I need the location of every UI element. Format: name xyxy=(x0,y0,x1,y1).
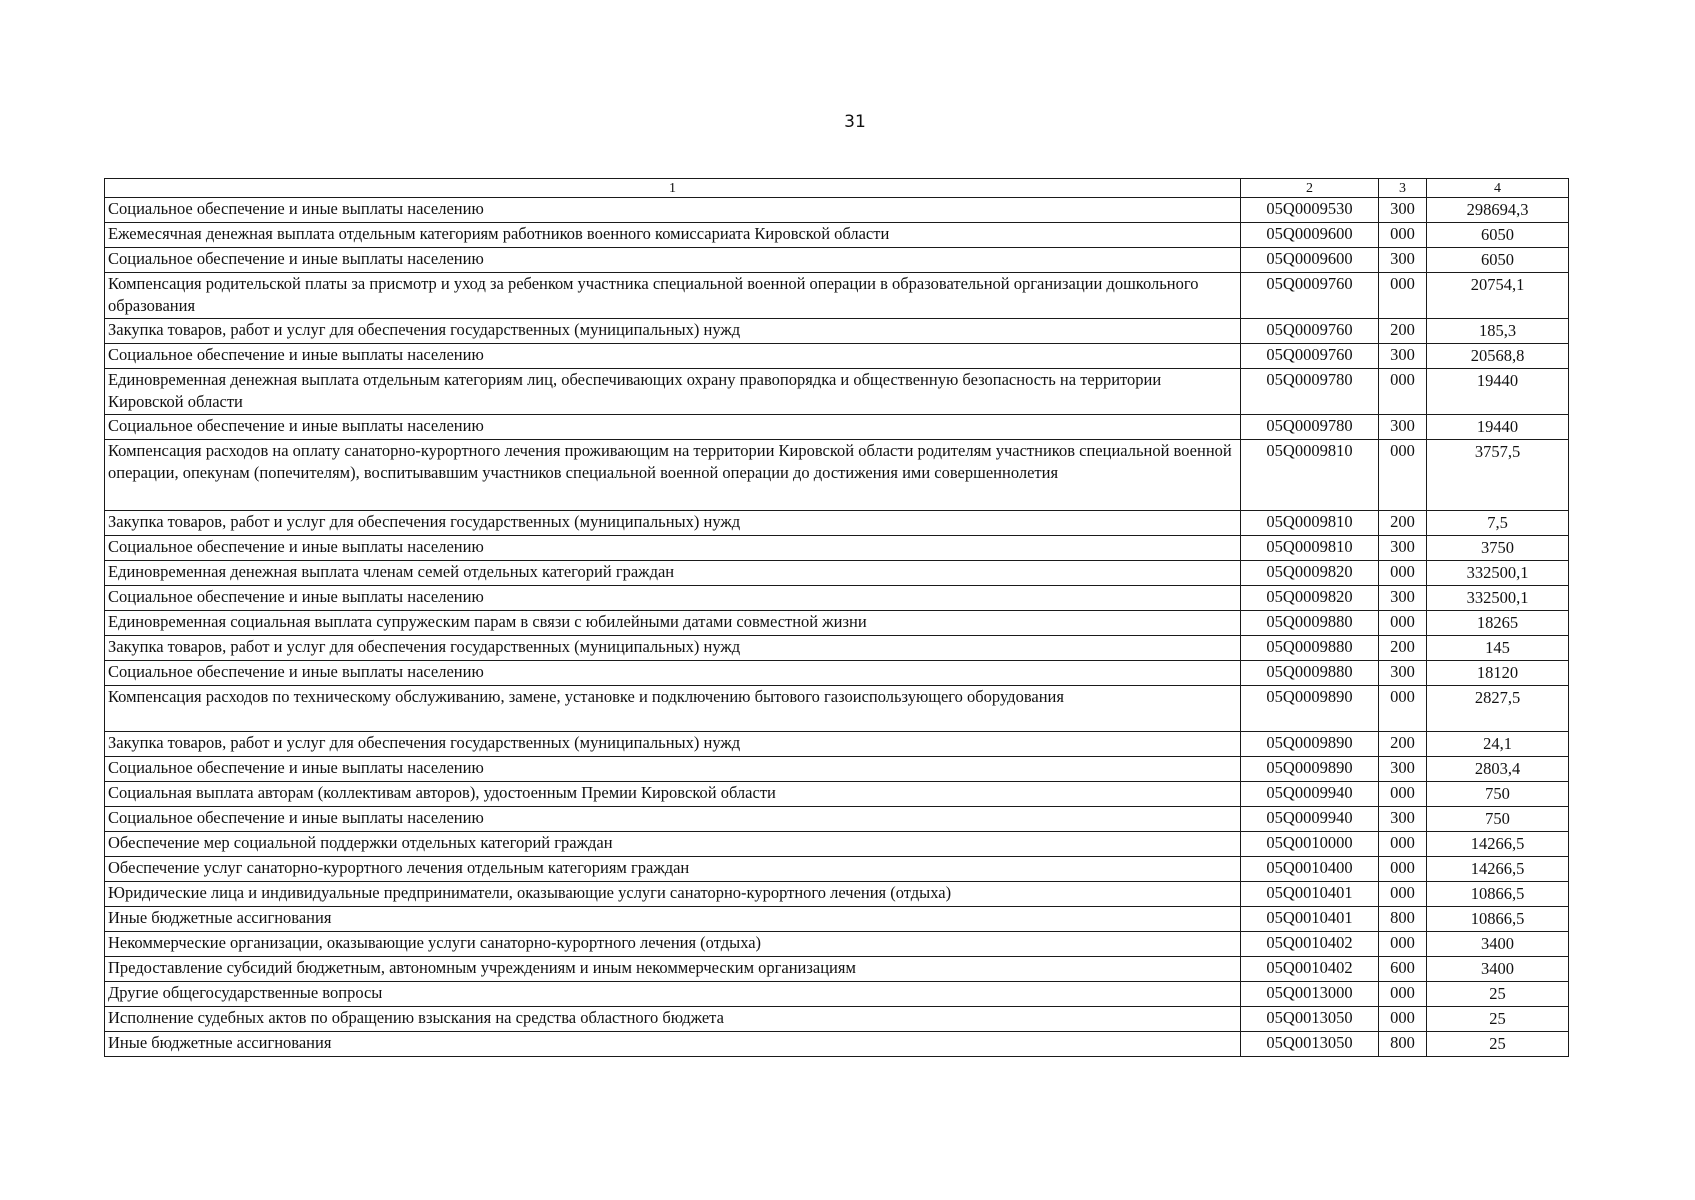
budget-table xyxy=(104,178,1569,1057)
row-sum-cell: 332500,1 xyxy=(1427,586,1569,611)
row-name-cell: Компенсация расходов на оплату санаторно-курортного лечения проживающим на территории Кировской области родителям участников специальной военной операции, опекунам (попечителям), воспитывавшим участников специальной военной операции до достижения ими совершеннолетия xyxy=(105,440,1241,511)
row-name-cell: Социальное обеспечение и иные выплаты населению xyxy=(105,536,1241,561)
row-type-cell: 600 xyxy=(1379,957,1427,982)
table-row xyxy=(105,636,1569,661)
row-sum-cell: 19440 xyxy=(1427,415,1569,440)
row-sum-cell: 3400 xyxy=(1427,957,1569,982)
row-type-cell: 000 xyxy=(1379,686,1427,732)
row-code-cell: 05Q0009810 xyxy=(1241,536,1379,561)
table-row xyxy=(105,319,1569,344)
row-name-cell: Социальное обеспечение и иные выплаты населению xyxy=(105,586,1241,611)
row-code-cell: 05Q0010400 xyxy=(1241,857,1379,882)
row-type-cell: 000 xyxy=(1379,782,1427,807)
row-type-cell: 800 xyxy=(1379,907,1427,932)
row-sum-cell: 18265 xyxy=(1427,611,1569,636)
row-sum-cell: 24,1 xyxy=(1427,732,1569,757)
row-sum-cell: 6050 xyxy=(1427,248,1569,273)
row-name-cell: Социальное обеспечение и иные выплаты населению xyxy=(105,248,1241,273)
row-code-cell: 05Q0009880 xyxy=(1241,661,1379,686)
row-code-cell: 05Q0009890 xyxy=(1241,757,1379,782)
row-name-cell: Другие общегосударственные вопросы xyxy=(105,982,1241,1007)
row-type-cell: 000 xyxy=(1379,932,1427,957)
row-type-cell: 200 xyxy=(1379,732,1427,757)
row-name-cell: Исполнение судебных актов по обращению взыскания на средства областного бюджета xyxy=(105,1007,1241,1032)
row-code-cell: 05Q0009940 xyxy=(1241,782,1379,807)
row-name-cell: Единовременная денежная выплата отдельным категориям лиц, обеспечивающих охрану правопорядка и общественную безопасность на территории Кировской области xyxy=(105,369,1241,415)
table-row xyxy=(105,686,1569,732)
row-name-cell: Обеспечение мер социальной поддержки отдельных категорий граждан xyxy=(105,832,1241,857)
row-code-cell: 05Q0009760 xyxy=(1241,344,1379,369)
row-code-cell: 05Q0009760 xyxy=(1241,273,1379,319)
row-sum-cell: 25 xyxy=(1427,982,1569,1007)
row-code-cell: 05Q0013000 xyxy=(1241,982,1379,1007)
row-sum-cell: 750 xyxy=(1427,782,1569,807)
row-name-cell: Обеспечение услуг санаторно-курортного лечения отдельным категориям граждан xyxy=(105,857,1241,882)
row-type-cell: 000 xyxy=(1379,982,1427,1007)
row-type-cell: 000 xyxy=(1379,611,1427,636)
table-row xyxy=(105,982,1569,1007)
row-code-cell: 05Q0010401 xyxy=(1241,907,1379,932)
table-row xyxy=(105,344,1569,369)
row-code-cell: 05Q0009940 xyxy=(1241,807,1379,832)
row-code-cell: 05Q0009760 xyxy=(1241,319,1379,344)
row-code-cell: 05Q0009780 xyxy=(1241,369,1379,415)
table-row xyxy=(105,223,1569,248)
row-sum-cell: 18120 xyxy=(1427,661,1569,686)
row-name-cell: Иные бюджетные ассигнования xyxy=(105,1032,1241,1057)
row-sum-cell: 10866,5 xyxy=(1427,882,1569,907)
table-row xyxy=(105,807,1569,832)
row-name-cell: Предоставление субсидий бюджетным, автономным учреждениям и иным некоммерческим организациям xyxy=(105,957,1241,982)
row-sum-cell: 3750 xyxy=(1427,536,1569,561)
row-sum-cell: 298694,3 xyxy=(1427,198,1569,223)
table-row xyxy=(105,273,1569,319)
row-type-cell: 300 xyxy=(1379,536,1427,561)
row-sum-cell: 25 xyxy=(1427,1007,1569,1032)
row-code-cell: 05Q0009810 xyxy=(1241,511,1379,536)
header-cell-code: 2 xyxy=(1241,179,1379,198)
row-name-cell: Социальное обеспечение и иные выплаты населению xyxy=(105,661,1241,686)
header-cell-name: 1 xyxy=(105,179,1241,198)
table-row xyxy=(105,732,1569,757)
table-row xyxy=(105,1007,1569,1032)
row-code-cell: 05Q0009890 xyxy=(1241,686,1379,732)
row-code-cell: 05Q0013050 xyxy=(1241,1007,1379,1032)
row-name-cell: Закупка товаров, работ и услуг для обеспечения государственных (муниципальных) нужд xyxy=(105,319,1241,344)
row-type-cell: 000 xyxy=(1379,1007,1427,1032)
row-code-cell: 05Q0009880 xyxy=(1241,636,1379,661)
row-type-cell: 000 xyxy=(1379,369,1427,415)
row-type-cell: 000 xyxy=(1379,223,1427,248)
row-code-cell: 05Q0009600 xyxy=(1241,248,1379,273)
table-row xyxy=(105,536,1569,561)
row-sum-cell: 7,5 xyxy=(1427,511,1569,536)
row-sum-cell: 3757,5 xyxy=(1427,440,1569,511)
table-row xyxy=(105,369,1569,415)
row-type-cell: 000 xyxy=(1379,882,1427,907)
table-row xyxy=(105,440,1569,511)
row-sum-cell: 14266,5 xyxy=(1427,857,1569,882)
header-cell-type: 3 xyxy=(1379,179,1427,198)
table-header-row xyxy=(105,179,1569,198)
table-row xyxy=(105,907,1569,932)
row-name-cell: Единовременная денежная выплата членам семей отдельных категорий граждан xyxy=(105,561,1241,586)
page-number: 31 xyxy=(844,112,866,132)
row-type-cell: 000 xyxy=(1379,440,1427,511)
row-sum-cell: 332500,1 xyxy=(1427,561,1569,586)
row-name-cell: Социальное обеспечение и иные выплаты населению xyxy=(105,415,1241,440)
row-type-cell: 300 xyxy=(1379,807,1427,832)
table-row xyxy=(105,882,1569,907)
table-row xyxy=(105,857,1569,882)
row-type-cell: 200 xyxy=(1379,511,1427,536)
table-row xyxy=(105,661,1569,686)
row-name-cell: Единовременная социальная выплата супружеским парам в связи с юбилейными датами совместной жизни xyxy=(105,611,1241,636)
row-name-cell: Социальная выплата авторам (коллективам авторов), удостоенным Премии Кировской области xyxy=(105,782,1241,807)
row-sum-cell: 2827,5 xyxy=(1427,686,1569,732)
row-name-cell: Некоммерческие организации, оказывающие услуги санаторно-курортного лечения (отдыха) xyxy=(105,932,1241,957)
row-type-cell: 300 xyxy=(1379,661,1427,686)
row-sum-cell: 750 xyxy=(1427,807,1569,832)
row-type-cell: 300 xyxy=(1379,344,1427,369)
row-type-cell: 000 xyxy=(1379,832,1427,857)
row-sum-cell: 10866,5 xyxy=(1427,907,1569,932)
row-name-cell: Закупка товаров, работ и услуг для обеспечения государственных (муниципальных) нужд xyxy=(105,511,1241,536)
row-name-cell: Ежемесячная денежная выплата отдельным категориям работников военного комиссариата Кировской области xyxy=(105,223,1241,248)
row-name-cell: Социальное обеспечение и иные выплаты населению xyxy=(105,344,1241,369)
row-type-cell: 800 xyxy=(1379,1032,1427,1057)
row-code-cell: 05Q0009780 xyxy=(1241,415,1379,440)
row-name-cell: Закупка товаров, работ и услуг для обеспечения государственных (муниципальных) нужд xyxy=(105,732,1241,757)
row-sum-cell: 20754,1 xyxy=(1427,273,1569,319)
table-row xyxy=(105,415,1569,440)
row-type-cell: 000 xyxy=(1379,857,1427,882)
budget-table-body xyxy=(105,179,1569,1057)
header-cell-sum: 4 xyxy=(1427,179,1569,198)
row-sum-cell: 14266,5 xyxy=(1427,832,1569,857)
table-row xyxy=(105,248,1569,273)
row-sum-cell: 25 xyxy=(1427,1032,1569,1057)
row-name-cell: Социальное обеспечение и иные выплаты населению xyxy=(105,757,1241,782)
table-row xyxy=(105,1032,1569,1057)
table-row xyxy=(105,511,1569,536)
row-sum-cell: 145 xyxy=(1427,636,1569,661)
row-code-cell: 05Q0013050 xyxy=(1241,1032,1379,1057)
row-sum-cell: 3400 xyxy=(1427,932,1569,957)
table-row xyxy=(105,586,1569,611)
budget-table-container xyxy=(104,178,1568,1057)
row-name-cell: Компенсация родительской платы за присмотр и уход за ребенком участника специальной военной операции в образовательной организации дошкольного образования xyxy=(105,273,1241,319)
row-type-cell: 300 xyxy=(1379,757,1427,782)
row-code-cell: 05Q0009600 xyxy=(1241,223,1379,248)
row-code-cell: 05Q0009880 xyxy=(1241,611,1379,636)
row-name-cell: Компенсация расходов по техническому обслуживанию, замене, установке и подключению бытового газоиспользующего оборудования xyxy=(105,686,1241,732)
row-sum-cell: 6050 xyxy=(1427,223,1569,248)
row-type-cell: 000 xyxy=(1379,561,1427,586)
row-sum-cell: 19440 xyxy=(1427,369,1569,415)
table-row xyxy=(105,198,1569,223)
row-type-cell: 200 xyxy=(1379,636,1427,661)
row-name-cell: Иные бюджетные ассигнования xyxy=(105,907,1241,932)
row-type-cell: 000 xyxy=(1379,273,1427,319)
row-code-cell: 05Q0010000 xyxy=(1241,832,1379,857)
row-code-cell: 05Q0010401 xyxy=(1241,882,1379,907)
row-type-cell: 200 xyxy=(1379,319,1427,344)
row-code-cell: 05Q0009820 xyxy=(1241,586,1379,611)
row-sum-cell: 185,3 xyxy=(1427,319,1569,344)
row-sum-cell: 2803,4 xyxy=(1427,757,1569,782)
row-name-cell: Социальное обеспечение и иные выплаты населению xyxy=(105,807,1241,832)
row-code-cell: 05Q0009890 xyxy=(1241,732,1379,757)
table-row xyxy=(105,932,1569,957)
table-row xyxy=(105,561,1569,586)
row-name-cell: Юридические лица и индивидуальные предприниматели, оказывающие услуги санаторно-курортного лечения (отдыха) xyxy=(105,882,1241,907)
row-code-cell: 05Q0009810 xyxy=(1241,440,1379,511)
row-sum-cell: 20568,8 xyxy=(1427,344,1569,369)
row-type-cell: 300 xyxy=(1379,198,1427,223)
row-type-cell: 300 xyxy=(1379,248,1427,273)
table-row xyxy=(105,832,1569,857)
table-row xyxy=(105,957,1569,982)
table-row xyxy=(105,782,1569,807)
row-code-cell: 05Q0009820 xyxy=(1241,561,1379,586)
row-code-cell: 05Q0010402 xyxy=(1241,932,1379,957)
row-type-cell: 300 xyxy=(1379,415,1427,440)
row-name-cell: Закупка товаров, работ и услуг для обеспечения государственных (муниципальных) нужд xyxy=(105,636,1241,661)
table-row xyxy=(105,611,1569,636)
row-code-cell: 05Q0010402 xyxy=(1241,957,1379,982)
row-type-cell: 300 xyxy=(1379,586,1427,611)
row-name-cell: Социальное обеспечение и иные выплаты населению xyxy=(105,198,1241,223)
table-row xyxy=(105,757,1569,782)
row-code-cell: 05Q0009530 xyxy=(1241,198,1379,223)
